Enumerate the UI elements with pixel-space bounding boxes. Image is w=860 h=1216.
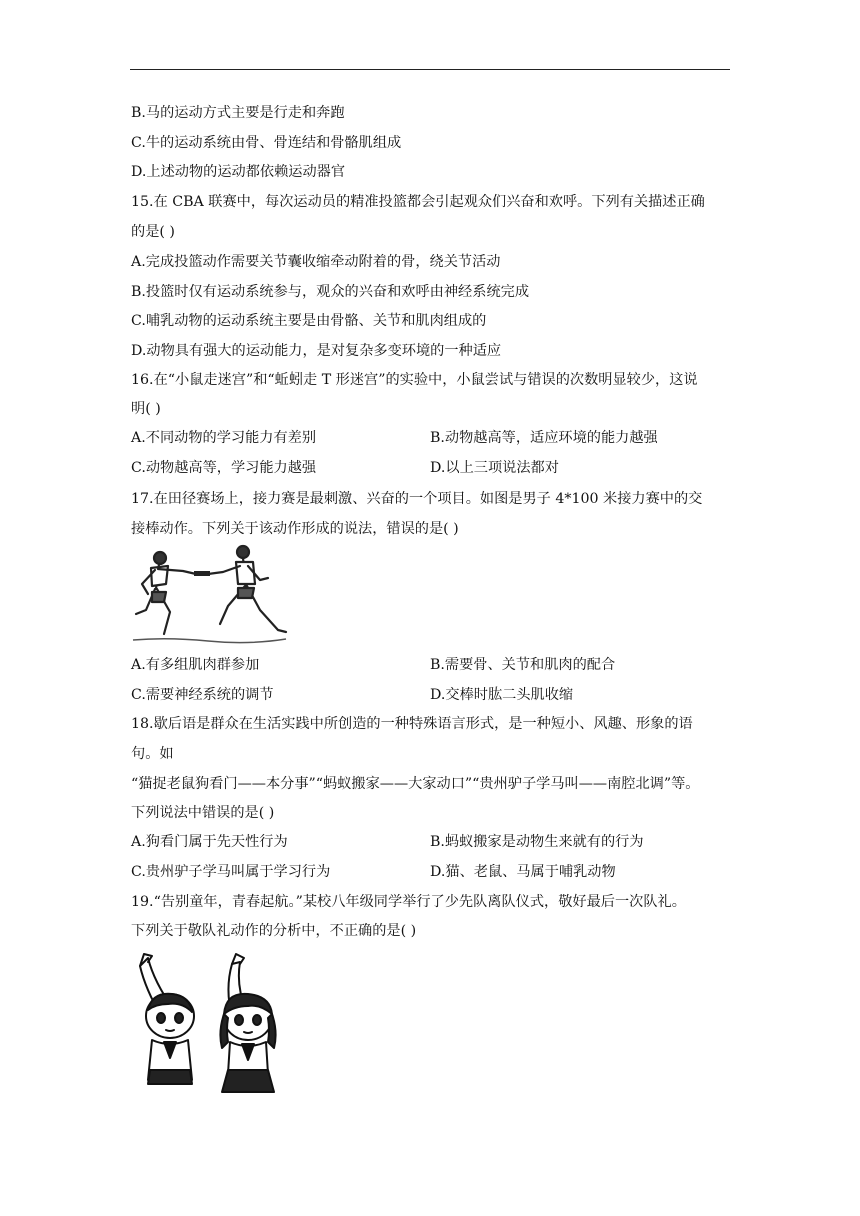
q17-option-row1 [131,655,616,675]
q14-option-d: D.上述动物的运动都依赖运动器官 [131,164,346,180]
q19-stem-line1: 19.“告别童年，青春起航。”某校八年级同学举行了少先队离队仪式，敬好最后一次队礼。 [131,894,686,910]
salute-figure [128,952,288,1100]
q17-option-a: A.有多组肌肉群参加 [131,657,260,673]
q16-option-c: C.动物越高等，学习能力越强 [131,460,317,476]
q14-option-c: C.牛的运动系统由骨、骨连结和骨骼肌组成 [131,135,402,151]
saluting-children-illustration [128,952,288,1100]
q18-option-c: C.贵州驴子学马叫属于学习行为 [131,864,331,880]
q16-stem-line2: 明( ) [131,401,161,417]
q19-stem-line2: 下列关于敬队礼动作的分析中，不正确的是( ) [131,923,417,939]
q16-option-d: D.以上三项说法都对 [430,460,559,476]
q15-stem-line1: 15.在 CBA 联赛中，每次运动员的精准投篮都会引起观众们兴奋和欢呼。下列有关描述正确 [131,194,705,210]
q15-option-a: A.完成投篮动作需要关节囊收缩牵动附着的骨，绕关节活动 [131,254,501,270]
q16-option-row2 [131,458,559,478]
q18-option-row1 [131,832,644,852]
q18-stem-line4: 下列说法中错误的是( ) [131,805,275,821]
q17-option-row2 [131,685,574,705]
q15-option-b: B.投篮时仅有运动系统参与，观众的兴奋和欢呼由神经系统完成 [131,284,530,300]
q18-option-d: D.猫、老鼠、马属于哺乳动物 [430,864,616,880]
q17-option-c: C.需要神经系统的调节 [131,687,274,703]
q17-option-b: B.需要骨、关节和肌肉的配合 [430,657,616,673]
q17-stem-line2: 接棒动作。下列关于该动作形成的说法，错误的是( ) [131,521,459,537]
q18-option-a: A.狗看门属于先天性行为 [131,834,288,850]
header-rule [130,69,730,70]
q15-stem-line2: 的是( ) [131,224,175,240]
q18-option-row2 [131,862,616,882]
q17-stem-line1: 17.在田径赛场上，接力赛是最刺激、兴奋的一个项目。如图是男子 4*100 米接力赛中的交 [131,491,703,507]
q17-option-d: D.交棒时肱二头肌收缩 [430,687,574,703]
q16-option-b: B.动物越高等，适应环境的能力越强 [430,430,658,446]
relay-runners-illustration [128,544,288,648]
q15-option-d: D.动物具有强大的运动能力，是对复杂多变环境的一种适应 [131,343,502,359]
q15-option-c: C.哺乳动物的运动系统主要是由骨骼、关节和肌肉组成的 [131,313,487,329]
q16-option-row1 [131,428,658,448]
q18-stem-line2: 句。如 [131,746,174,762]
q18-stem-line1: 18.歇后语是群众在生活实践中所创造的一种特殊语言形式，是一种短小、风趣、形象的语 [131,716,693,732]
q16-stem-line1: 16.在“小鼠走迷宫”和“蚯蚓走 T 形迷宫”的实验中，小鼠尝试与错误的次数明显较少，这说 [131,372,698,388]
q16-option-a: A.不同动物的学习能力有差别 [131,430,317,446]
q18-option-b: B.蚂蚁搬家是动物生来就有的行为 [430,834,644,850]
relay-baton-figure [128,544,288,648]
q14-option-b: B.马的运动方式主要是行走和奔跑 [131,105,345,121]
q18-stem-line3: “猫捉老鼠狗看门——本分事”“蚂蚁搬家——大家动口”“贵州驴子学马叫——南腔北调”等。 [131,776,700,792]
